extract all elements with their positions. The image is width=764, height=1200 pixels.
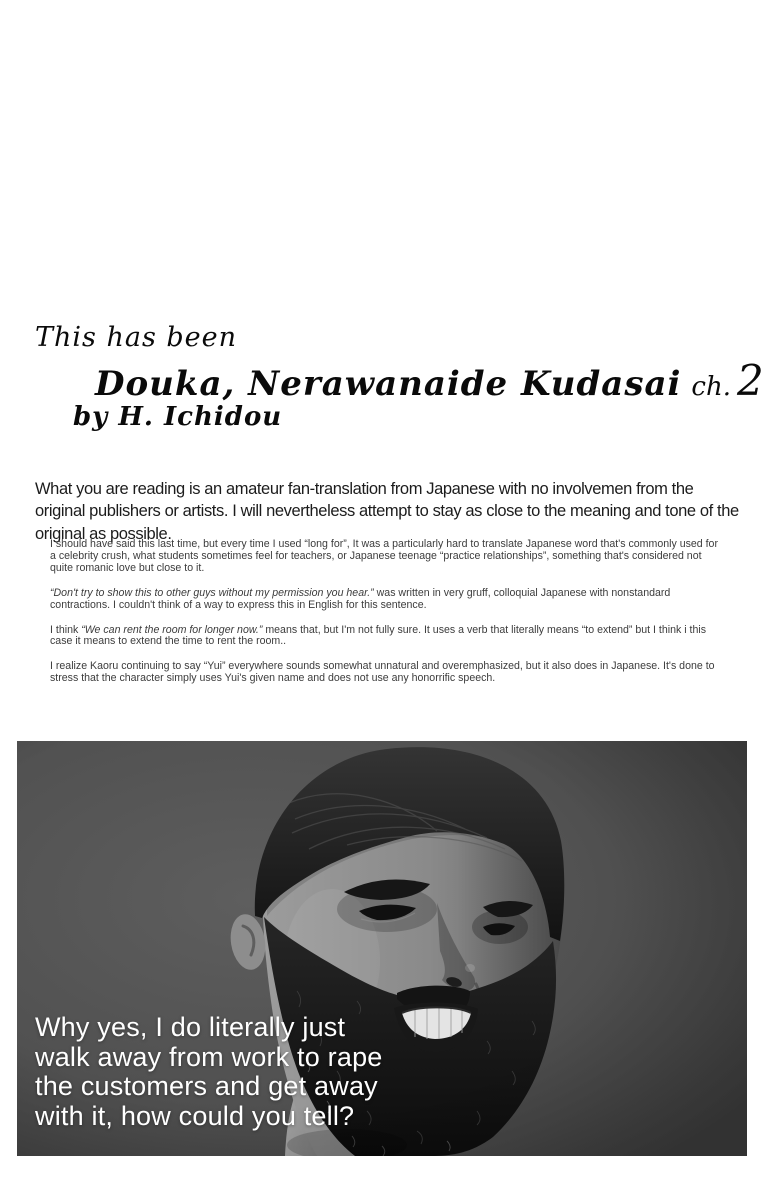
- meme-caption: [35, 1013, 383, 1131]
- translation-notes: [50, 539, 726, 685]
- disclaimer-paragraph: What you are reading is an amateur fan-translation from Japanese with no involvemen from the original publishers or artists. I will nevertheless attempt to stay as close to the meaning and tone of the original as possible.: [35, 479, 739, 543]
- title-row: [95, 356, 764, 405]
- translation-note: “Don't try to show this to other guys without my permission you hear.” was written in very gruff, colloquial Japanese with nonstandard contractions. I couldn't think of a way to express this in English for this sentence.: [50, 586, 671, 611]
- caption-line: walk away from work to rape: [35, 1041, 383, 1072]
- chapter-label: ch.: [691, 372, 731, 402]
- meme-image: [17, 741, 747, 1156]
- byline: by H. Ichidou: [73, 402, 283, 432]
- caption-line: the customers and get away: [35, 1071, 378, 1102]
- translation-note: I realize Kaoru continuing to say “Yui” everywhere sounds somewhat unnatural and overemphasized, but it also does in Japanese. It's done to stress that the character simply uses Yui's given name and does not use any honorrific speech.: [50, 660, 715, 685]
- translation-note: I think “We can rent the room for longer now.” means that, but I'm not fully sure. It uses a verb that literally means “to extend” but I think i this case it means to extend the time to rent the room..: [50, 623, 707, 648]
- chapter-number: 2: [737, 356, 764, 405]
- credits-preface: This has been: [35, 322, 238, 353]
- caption-line: Why yes, I do literally just: [35, 1012, 346, 1042]
- translation-note: I should have said this last time, but every time I used “long for”, It was a particularly hard to translate Japanese word that's commonly used for a celebrity crush, what students sometimes feel for teachers, or Japanese teenage “practice relationships”, something that's considered not quite romanic love but close to it.: [50, 538, 718, 574]
- caption-line: with it, how could you tell?: [35, 1100, 355, 1131]
- page-title: Douka, Nerawanaide Kudasai: [95, 364, 682, 404]
